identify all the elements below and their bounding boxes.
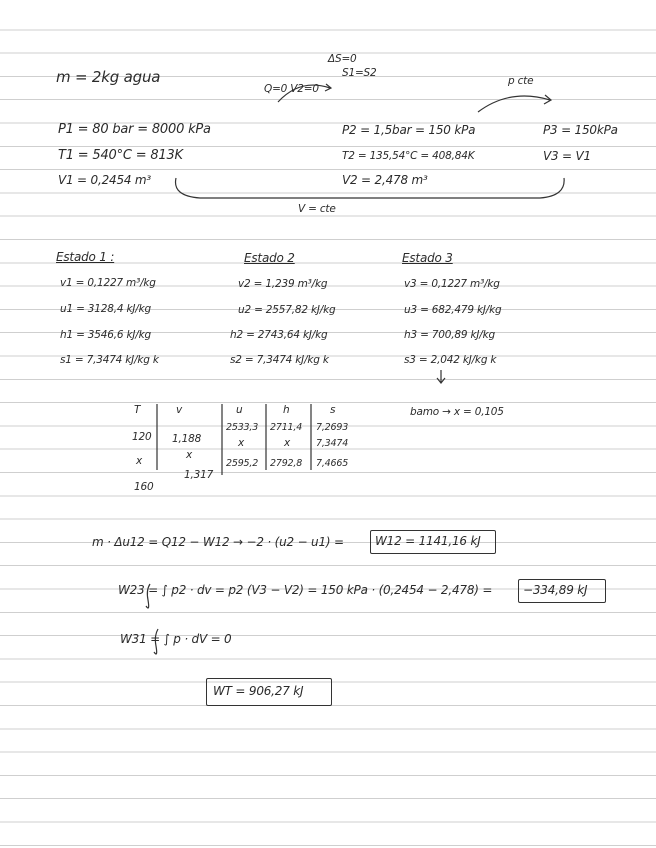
mass-label: m = 2kg agua bbox=[56, 68, 161, 86]
table-header: u bbox=[236, 404, 243, 416]
state2-pressure: P2 = 1,5bar = 150 kPa bbox=[342, 123, 476, 137]
state3-volume: V3 = V1 bbox=[543, 149, 591, 163]
estado3-s: s3 = 2,042 kJ/kg k bbox=[404, 354, 497, 366]
s-equal-note: S1=S2 bbox=[342, 67, 377, 79]
table-cell: 7,3474 bbox=[316, 438, 349, 449]
state1-volume: V1 = 0,2454 m³ bbox=[58, 173, 152, 187]
table-header: s bbox=[330, 404, 336, 416]
table-cell: x bbox=[136, 455, 143, 467]
table-cell: 1,317 bbox=[184, 469, 214, 481]
state1-pressure: P1 = 80 bar = 8000 kPa bbox=[58, 122, 211, 137]
estado2-u: u2 = 2557,82 kJ/kg bbox=[238, 304, 336, 316]
result-box-total bbox=[206, 678, 332, 706]
estado2-title: Estado 2 bbox=[244, 251, 295, 265]
estado1-h: h1 = 3546,6 kJ/kg bbox=[60, 329, 151, 341]
result-w23: −334,89 kJ bbox=[523, 583, 588, 597]
quality-note: bamo → x = 0,105 bbox=[410, 406, 504, 418]
estado1-u: u1 = 3128,4 kJ/kg bbox=[60, 303, 151, 315]
result-box-w12 bbox=[370, 530, 496, 554]
v-cte-label: V = cte bbox=[298, 203, 336, 215]
table-cell: 2533,3 bbox=[226, 422, 259, 433]
table-cell: 7,2693 bbox=[316, 422, 349, 433]
estado1-title: Estado 1 : bbox=[56, 250, 115, 264]
table-cell: x bbox=[284, 437, 291, 449]
estado3-u: u3 = 682,479 kJ/kg bbox=[404, 304, 502, 316]
result-box-w23 bbox=[518, 579, 606, 603]
state2-volume: V2 = 2,478 m³ bbox=[342, 173, 428, 187]
result-total-work: WT = 906,27 kJ bbox=[213, 684, 304, 698]
estado3-title: Estado 3 bbox=[402, 251, 453, 265]
table-cell: 2711,4 bbox=[270, 422, 303, 433]
p-cte-note: p cte bbox=[508, 75, 534, 87]
table-header: T bbox=[134, 404, 141, 416]
estado1-v: v1 = 0,1227 m³/kg bbox=[60, 277, 156, 289]
estado2-v: v2 = 1,239 m³/kg bbox=[238, 278, 328, 290]
state3-pressure: P3 = 150kPa bbox=[543, 123, 618, 137]
table-cell: 7,4665 bbox=[316, 458, 349, 469]
estado2-s: s2 = 7,3474 kJ/kg k bbox=[230, 354, 329, 366]
result-w12: W12 = 1141,16 kJ bbox=[375, 534, 481, 548]
estado2-h: h2 = 2743,64 kJ/kg bbox=[230, 329, 328, 341]
estado3-v: v3 = 0,1227 m³/kg bbox=[404, 278, 500, 290]
state2-temperature: T2 = 135,54°C = 408,84K bbox=[342, 150, 475, 162]
energy-balance-eq: m · Δu12 = Q12 − W12 → −2 · (u2 − u1) = bbox=[92, 535, 344, 549]
estado3-h: h3 = 700,89 kJ/kg bbox=[404, 329, 495, 341]
table-cell: 2792,8 bbox=[270, 458, 303, 469]
table-cell: 120 bbox=[132, 431, 152, 443]
table-header: h bbox=[283, 404, 290, 416]
table-cell: 1,188 bbox=[172, 433, 202, 445]
estado1-s: s1 = 7,3474 kJ/kg k bbox=[60, 354, 159, 366]
table-cell: 160 bbox=[134, 481, 154, 493]
table-header: v bbox=[176, 404, 183, 416]
delta-s-note: ΔS=0 bbox=[328, 53, 357, 65]
process-arrow-2-3 bbox=[478, 96, 550, 112]
table-cell: x bbox=[186, 449, 193, 461]
work-31-eq: W31 = ∫ p · dV = 0 bbox=[120, 632, 232, 646]
table-cell: x bbox=[238, 437, 245, 449]
table-cell: 2595,2 bbox=[226, 458, 259, 469]
state1-temperature: T1 = 540°C = 813K bbox=[58, 148, 183, 163]
q-v-note: Q=0 V2=0 bbox=[264, 83, 319, 95]
work-23-eq: W23 = ∫ p2 · dv = p2 (V3 − V2) = 150 kPa · (0,2454 − 2,478) = bbox=[118, 583, 493, 597]
